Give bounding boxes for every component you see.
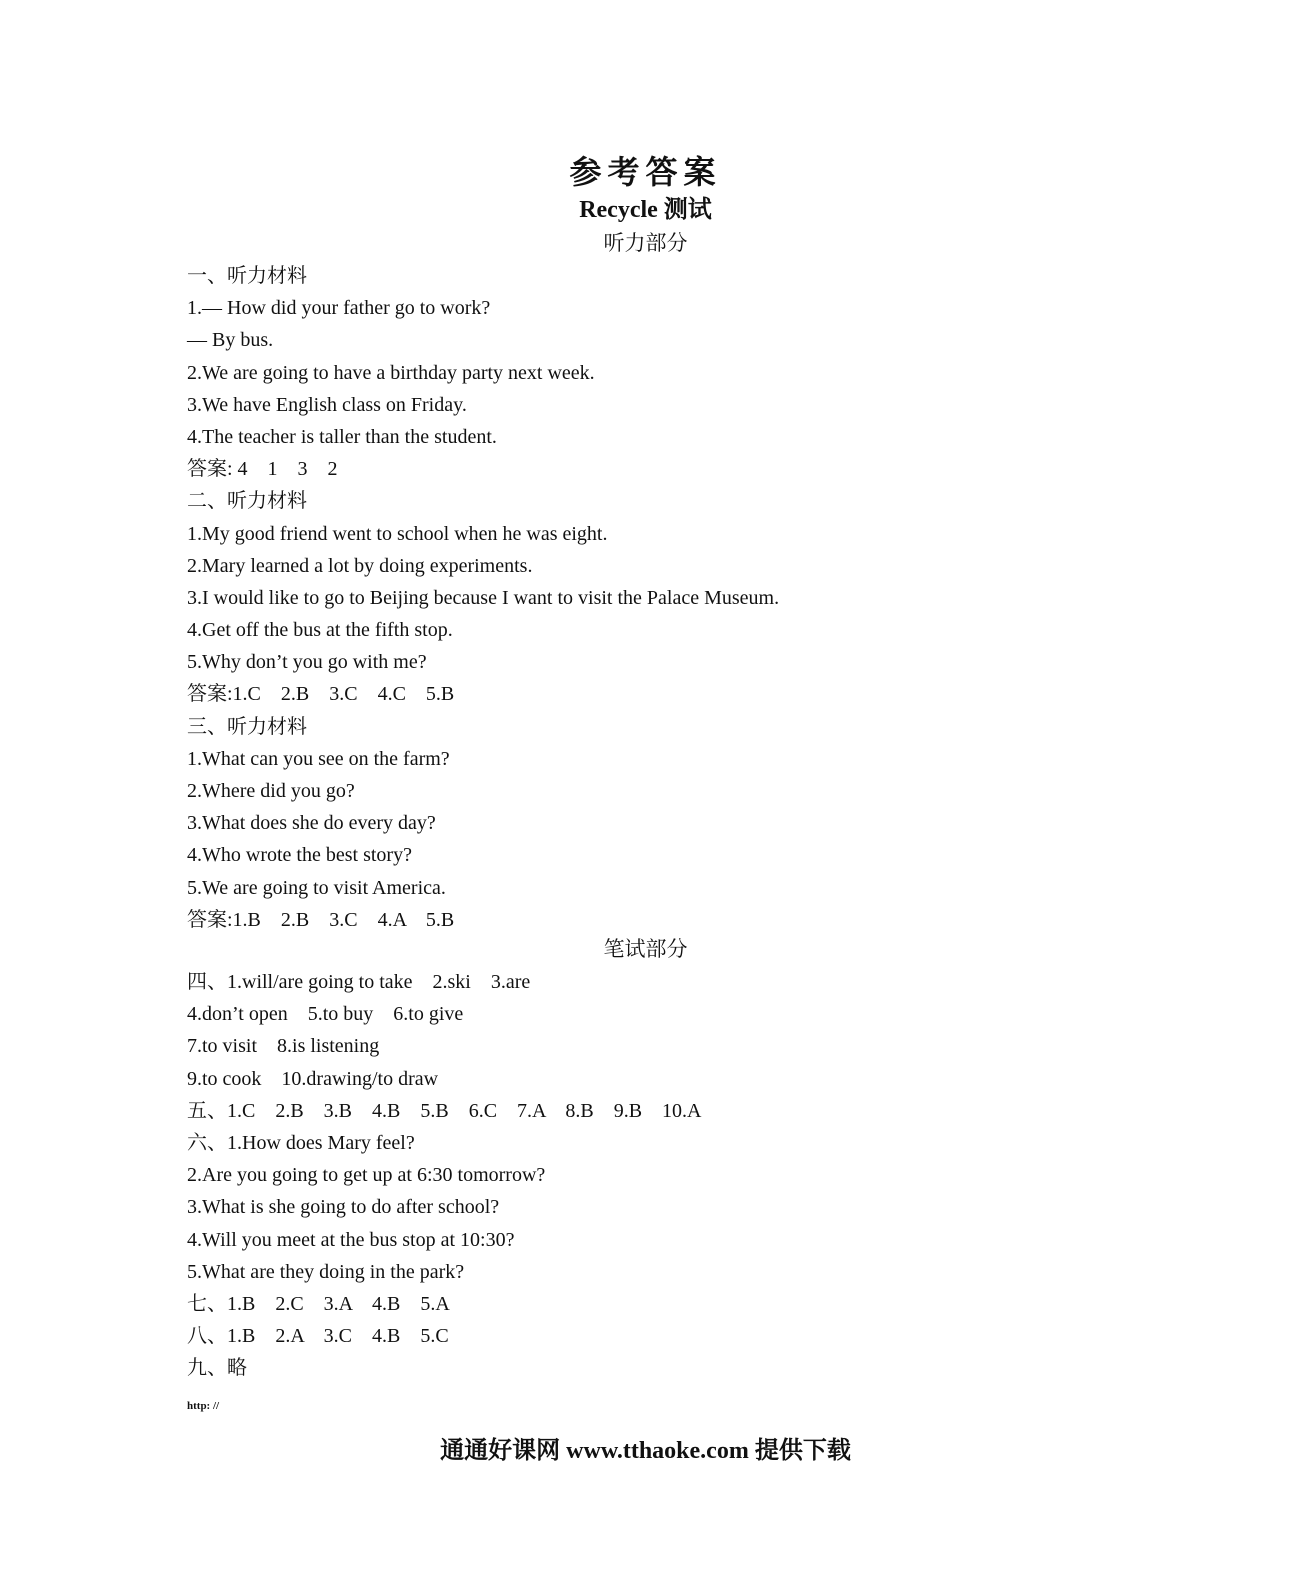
written-answers-list <box>187 966 702 1384</box>
written-section-heading: 笔试部分 <box>603 937 688 961</box>
download-footer: 通通好课网 www.tthaoke.com 提供下载 <box>440 1438 851 1464</box>
answer-line: 答案:1.C 2.B 3.C 4.C 5.B <box>187 683 455 706</box>
answer-line: 一、听力材料 <box>187 265 307 287</box>
answer-line: 4.don’t open 5.to buy 6.to give <box>187 1003 464 1026</box>
answer-line: 五、1.C 2.B 3.B 4.B 5.B 6.C 7.A 8.B 9.B 10.A <box>187 1099 702 1122</box>
answer-line: 1.What can you see on the farm? <box>187 747 450 770</box>
answer-line: 二、听力材料 <box>187 490 307 513</box>
answer-line: 1.— How did your father go to work? <box>187 297 491 320</box>
answer-line: 三、听力材料 <box>187 715 307 738</box>
answer-line: 2.Mary learned a lot by doing experiments. <box>187 554 533 577</box>
answer-line: 答案: 4 1 3 2 <box>187 458 338 481</box>
answer-line: 4.Get off the bus at the fifth stop. <box>187 619 453 642</box>
http-footnote: http: // <box>187 1400 220 1412</box>
answer-line: 九、略 <box>187 1357 247 1380</box>
answer-line: 3.What is she going to do after school? <box>187 1196 500 1219</box>
answer-line: 5.Why don’t you go with me? <box>187 651 427 674</box>
page-title: 参考答案 <box>569 153 722 191</box>
answer-line: 八、1.B 2.A 3.C 4.B 5.C <box>187 1325 449 1348</box>
answer-line: 4.Who wrote the best story? <box>187 844 412 867</box>
answer-line: 2.We are going to have a birthday party next week. <box>187 361 595 384</box>
answer-line: 六、1.How does Mary feel? <box>187 1131 415 1154</box>
answer-line: 4.Will you meet at the bus stop at 10:30? <box>187 1228 515 1251</box>
page-subtitle: Recycle 测试 <box>579 197 712 223</box>
answer-line: 7.to visit 8.is listening <box>187 1035 380 1058</box>
answer-line: 七、1.B 2.C 3.A 4.B 5.A <box>187 1292 450 1315</box>
answer-line: 9.to cook 10.drawing/to draw <box>187 1067 439 1090</box>
answer-line: 3.We have English class on Friday. <box>187 393 467 416</box>
answer-line: 2.Where did you go? <box>187 780 355 802</box>
answer-line: — By bus. <box>187 329 274 352</box>
answer-line: 5.What are they doing in the park? <box>187 1260 465 1283</box>
listening-answers-list <box>187 260 779 936</box>
listening-section-heading: 听力部分 <box>603 231 688 255</box>
answer-line: 3.What does she do every day? <box>187 812 436 835</box>
answer-line: 3.I would like to go to Beijing because I want to visit the Palace Museum. <box>187 586 780 609</box>
answer-line: 5.We are going to visit America. <box>187 876 446 899</box>
answer-line: 答案:1.B 2.B 3.C 4.A 5.B <box>187 908 455 931</box>
answer-line: 2.Are you going to get up at 6:30 tomorrow? <box>187 1164 546 1187</box>
answer-line: 4.The teacher is taller than the student. <box>187 425 497 448</box>
answer-line: 四、1.will/are going to take 2.ski 3.are <box>187 971 531 993</box>
answer-line: 1.My good friend went to school when he was eight. <box>187 522 608 545</box>
